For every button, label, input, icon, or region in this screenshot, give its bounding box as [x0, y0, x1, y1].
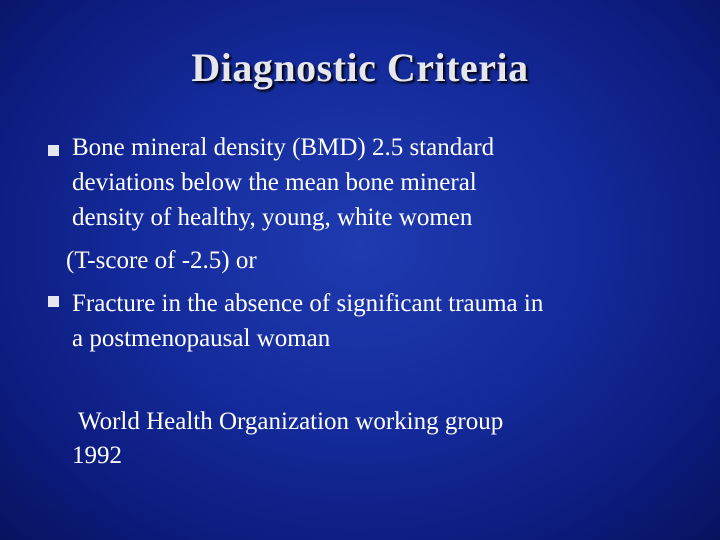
bullet-2-line-1: Fracture in the absence of significant trauma in: [72, 290, 544, 317]
square-bullet-icon: [48, 296, 59, 307]
bullet-1-line-1: Bone mineral density (BMD) 2.5 standard: [72, 134, 495, 161]
bullet-1-line-4: (T-score of -2.5) or: [66, 247, 257, 274]
slide-title: Diagnostic Criteria: [191, 45, 529, 90]
citation-line-2: 1992: [72, 442, 122, 469]
square-bullet-icon: [48, 145, 59, 156]
citation-line-1: World Health Organization working group: [78, 408, 504, 435]
bullet-2-line-2: a postmenopausal woman: [72, 325, 331, 352]
bullet-1-line-3: density of healthy, young, white women: [72, 204, 473, 231]
bullet-1-line-2: deviations below the mean bone mineral: [72, 169, 477, 196]
